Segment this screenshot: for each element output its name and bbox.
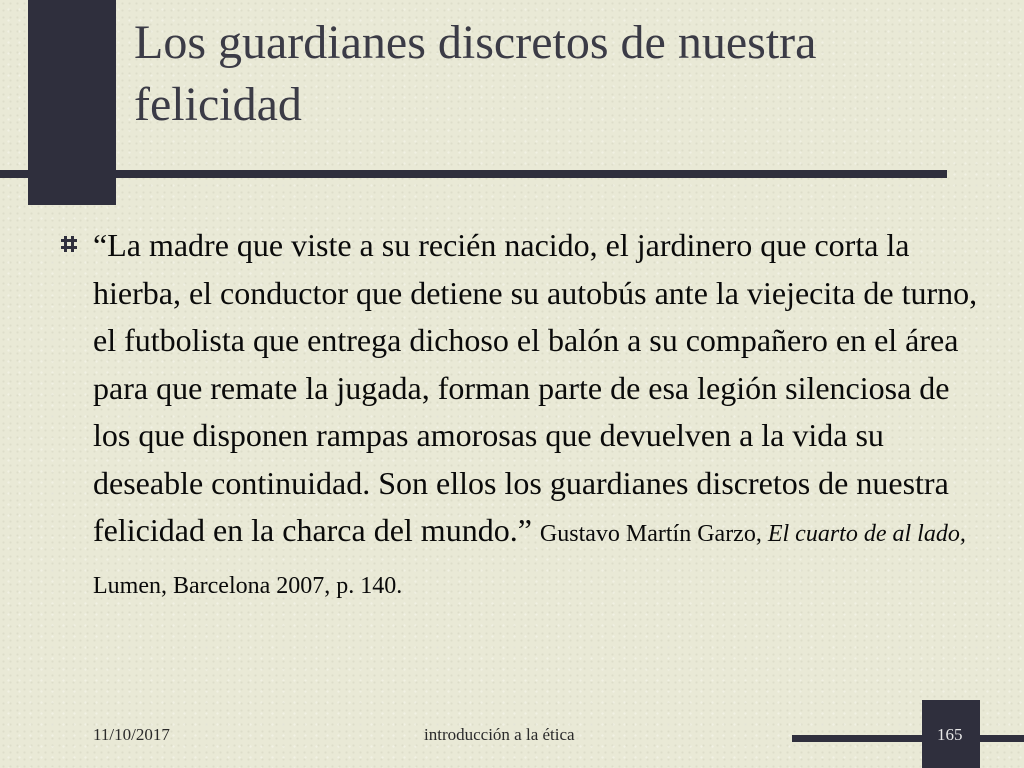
title-accent-block [28, 0, 116, 205]
quote-paragraph [93, 222, 993, 610]
footer-course-title: introducción a la ética [424, 725, 575, 744]
page-number: 165 [937, 725, 963, 744]
citation-work: El cuarto de al lado, [767, 521, 966, 547]
title-rule-left [0, 170, 28, 178]
citation-author: Gustavo Martín Garzo, [539, 521, 762, 547]
footer-rule [792, 735, 1024, 742]
slide-title: Los guardianes discretos de nuestra felicidad [134, 16, 817, 131]
title-rule [116, 170, 947, 178]
footer-date: 11/10/2017 [93, 725, 170, 744]
hash-bullet-icon [61, 236, 77, 252]
quote-text: “La madre que viste a su recién nacido, el jardinero que corta la hierba, el conductor que detiene su autobús ante la viejecita de turno, el futbolista que entrega dichoso el balón a su compañero en el área para que remate la jugada, forman parte de esa legión silenciosa de los que disponen rampas amorosas que devuelven a la vida su deseable continuidad. Son ellos los guardianes discretos de nuestra felicidad en la charca del mundo.” [93, 227, 978, 548]
citation-publisher: Lumen, Barcelona 2007, p. 140. [93, 572, 403, 599]
